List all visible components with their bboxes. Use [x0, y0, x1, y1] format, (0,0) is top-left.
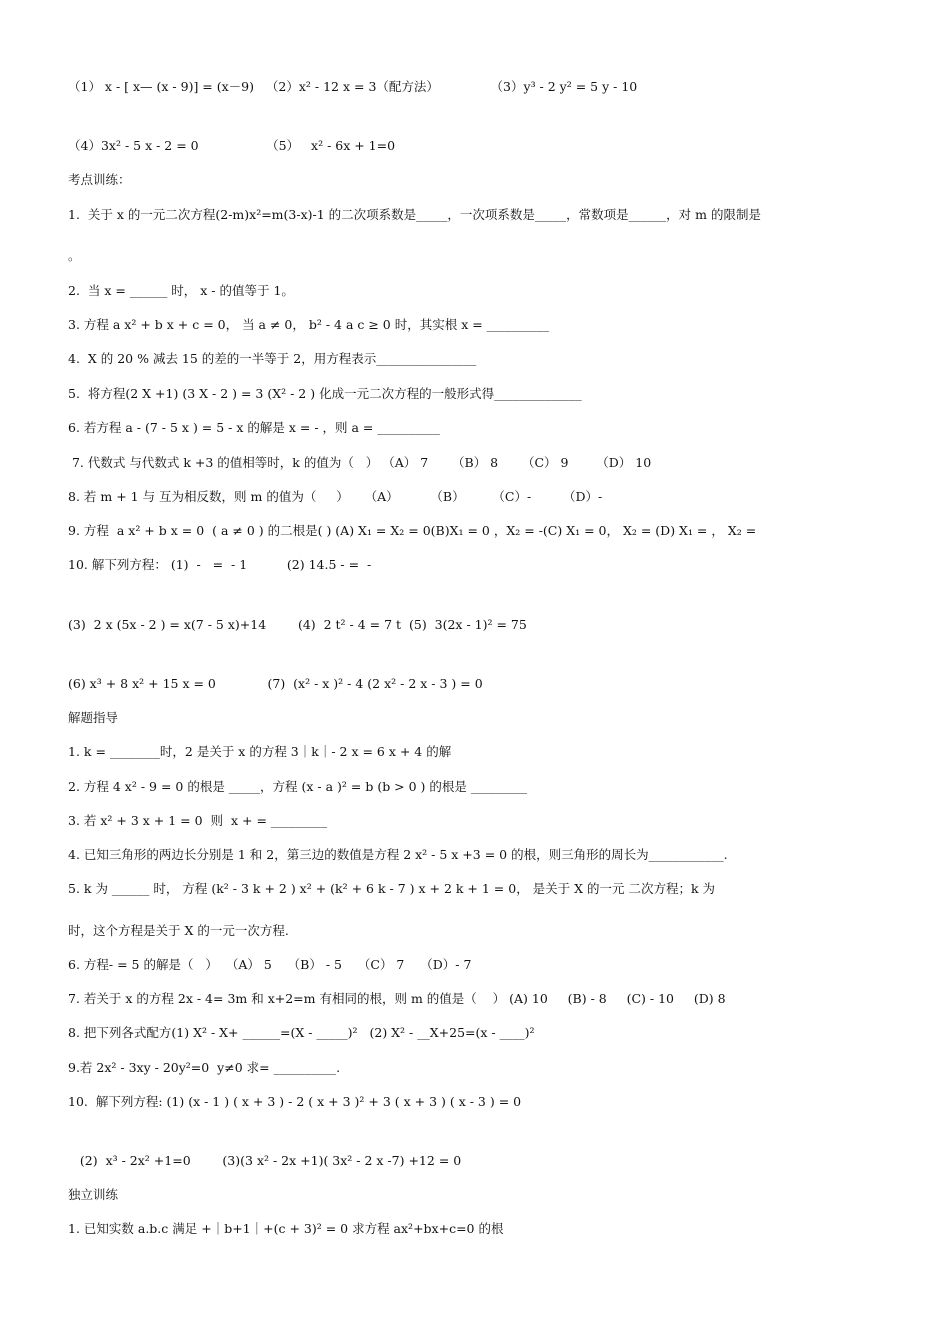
question-jt-7: 7. 若关于 x 的方程 2x - 4= 3m 和 x+2=m 有相同的根，则 m 的值是（ ） (A) 10 (B) - 8 (C) - 10 (D) 8 [68, 991, 726, 1006]
question-jt-3: 3. 若 x² + 3 x + 1 = 0 则 x + = _________ [68, 813, 328, 828]
question-jt-8: 8. 把下列各式配方(1) X² - X+ ______=(X - _____)² (2) X² - __X+25=(x - ____)² [68, 1025, 535, 1040]
question-kd-2: 2. 当 x = ______ 时， x - 的值等于 1。 [68, 283, 294, 298]
question-dl-1: 1. 已知实数 a.b.c 满足 +｜b+1｜+(c + 3)² = 0 求方程 ax²+bx+c=0 的根 [68, 1221, 504, 1236]
section-heading-jieti: 解题指导 [68, 710, 119, 725]
equation-row-1: （1） x - [ x— (x - 9)] = (x－9) （2）x² - 12 x = 3（配方法） （3）y³ - 2 y² = 5 y - 10 [68, 79, 638, 94]
equation-row-2: （4）3x² - 5 x - 2 = 0 （5） x² - 6x + 1=0 [68, 138, 396, 153]
question-jt-4: 4. 已知三角形的两边长分别是 1 和 2，第三边的数值是方程 2 x² - 5 x +3 = 0 的根，则三角形的周长为____________. [68, 847, 728, 862]
question-kd-6: 6. 若方程 a - (7 - 5 x ) = 5 - x 的解是 x = - ，则 a = __________ [68, 420, 440, 435]
question-jt-2: 2. 方程 4 x² - 9 = 0 的根是 _____，方程 (x - a )² = b (b > 0 ) 的根是 _________ [68, 779, 528, 794]
question-jt-6: 6. 方程- = 5 的解是（ ） （A） 5 （B） - 5 （C） 7 （D）- 7 [68, 957, 472, 972]
question-jt-5: 5. k 为 ______ 时， 方程 (k² - 3 k + 2 ) x² + (k² + 6 k - 7 ) x + 2 k + 1 = 0， 是关于 X 的一元 二次方程；k 为 [68, 881, 716, 896]
question-kd-7: 7. 代数式 与代数式 k +3 的值相等时，k 的值为（ ） （A） 7 （B） 8 （C） 9 （D） 10 [68, 455, 652, 470]
question-kd-10-row3: (6) x³ + 8 x² + 15 x = 0 (7) (x² - x )² - 4 (2 x² - 2 x - 3 ) = 0 [68, 676, 483, 691]
question-kd-10: 10. 解下列方程： (1) - = - 1 (2) 14.5 - = - [68, 557, 372, 572]
question-kd-5: 5. 将方程(2 X +1) (3 X - 2 ) = 3 (X² - 2 ) 化成一元二次方程的一般形式得______________ [68, 386, 582, 401]
section-heading-kaodian: 考点训练： [68, 172, 131, 187]
question-kd-9: 9. 方程 a x² + b x = 0 ( a ≠ 0 ) 的二根是( ) (A) X₁ = X₂ = 0(B)X₁ = 0 ，X₂ = -(C) X₁ = 0， X₂ = (D) X₁ = ， X₂ = [68, 523, 757, 538]
question-kd-10-row2: (3) 2 x (5x - 2 ) = x(7 - 5 x)+14 (4) 2 t² - 4 = 7 t (5) 3(2x - 1)² = 75 [68, 617, 527, 632]
section-heading-duli: 独立训练 [68, 1187, 119, 1202]
question-kd-4: 4. X 的 20 % 减去 15 的差的一半等于 2，用方程表示________________ [68, 351, 477, 366]
question-jt-1: 1. k = ________时，2 是关于 x 的方程 3｜k｜- 2 x = 6 x + 4 的解 [68, 744, 452, 759]
question-jt-10: 10. 解下列方程: (1) (x - 1 ) ( x + 3 ) - 2 ( x + 3 )² + 3 ( x + 3 ) ( x - 3 ) = 0 [68, 1094, 522, 1109]
question-kd-1-end: 。 [68, 248, 81, 263]
question-jt-10-row2: (2) x³ - 2x² +1=0 (3)(3 x² - 2x +1)( 3x² - 2 x -7) +12 = 0 [68, 1153, 462, 1168]
question-kd-3: 3. 方程 a x² + b x + c = 0， 当 a ≠ 0， b² - 4 a c ≥ 0 时，其实根 x = __________ [68, 317, 550, 332]
question-kd-8: 8. 若 m + 1 与 互为相反数，则 m 的值为（ ） （A） （B） （C）- （D）- [68, 489, 603, 504]
question-jt-9: 9.若 2x² - 3xy - 20y²=0 y≠0 求= __________. [68, 1060, 341, 1075]
question-jt-5-cont: 时，这个方程是关于 X 的一元一次方程. [68, 923, 289, 938]
question-kd-1: 1. 关于 x 的一元二次方程(2-m)x²=m(3-x)-1 的二次项系数是_____，一次项系数是_____，常数项是______，对 m 的限制是 [68, 207, 761, 222]
